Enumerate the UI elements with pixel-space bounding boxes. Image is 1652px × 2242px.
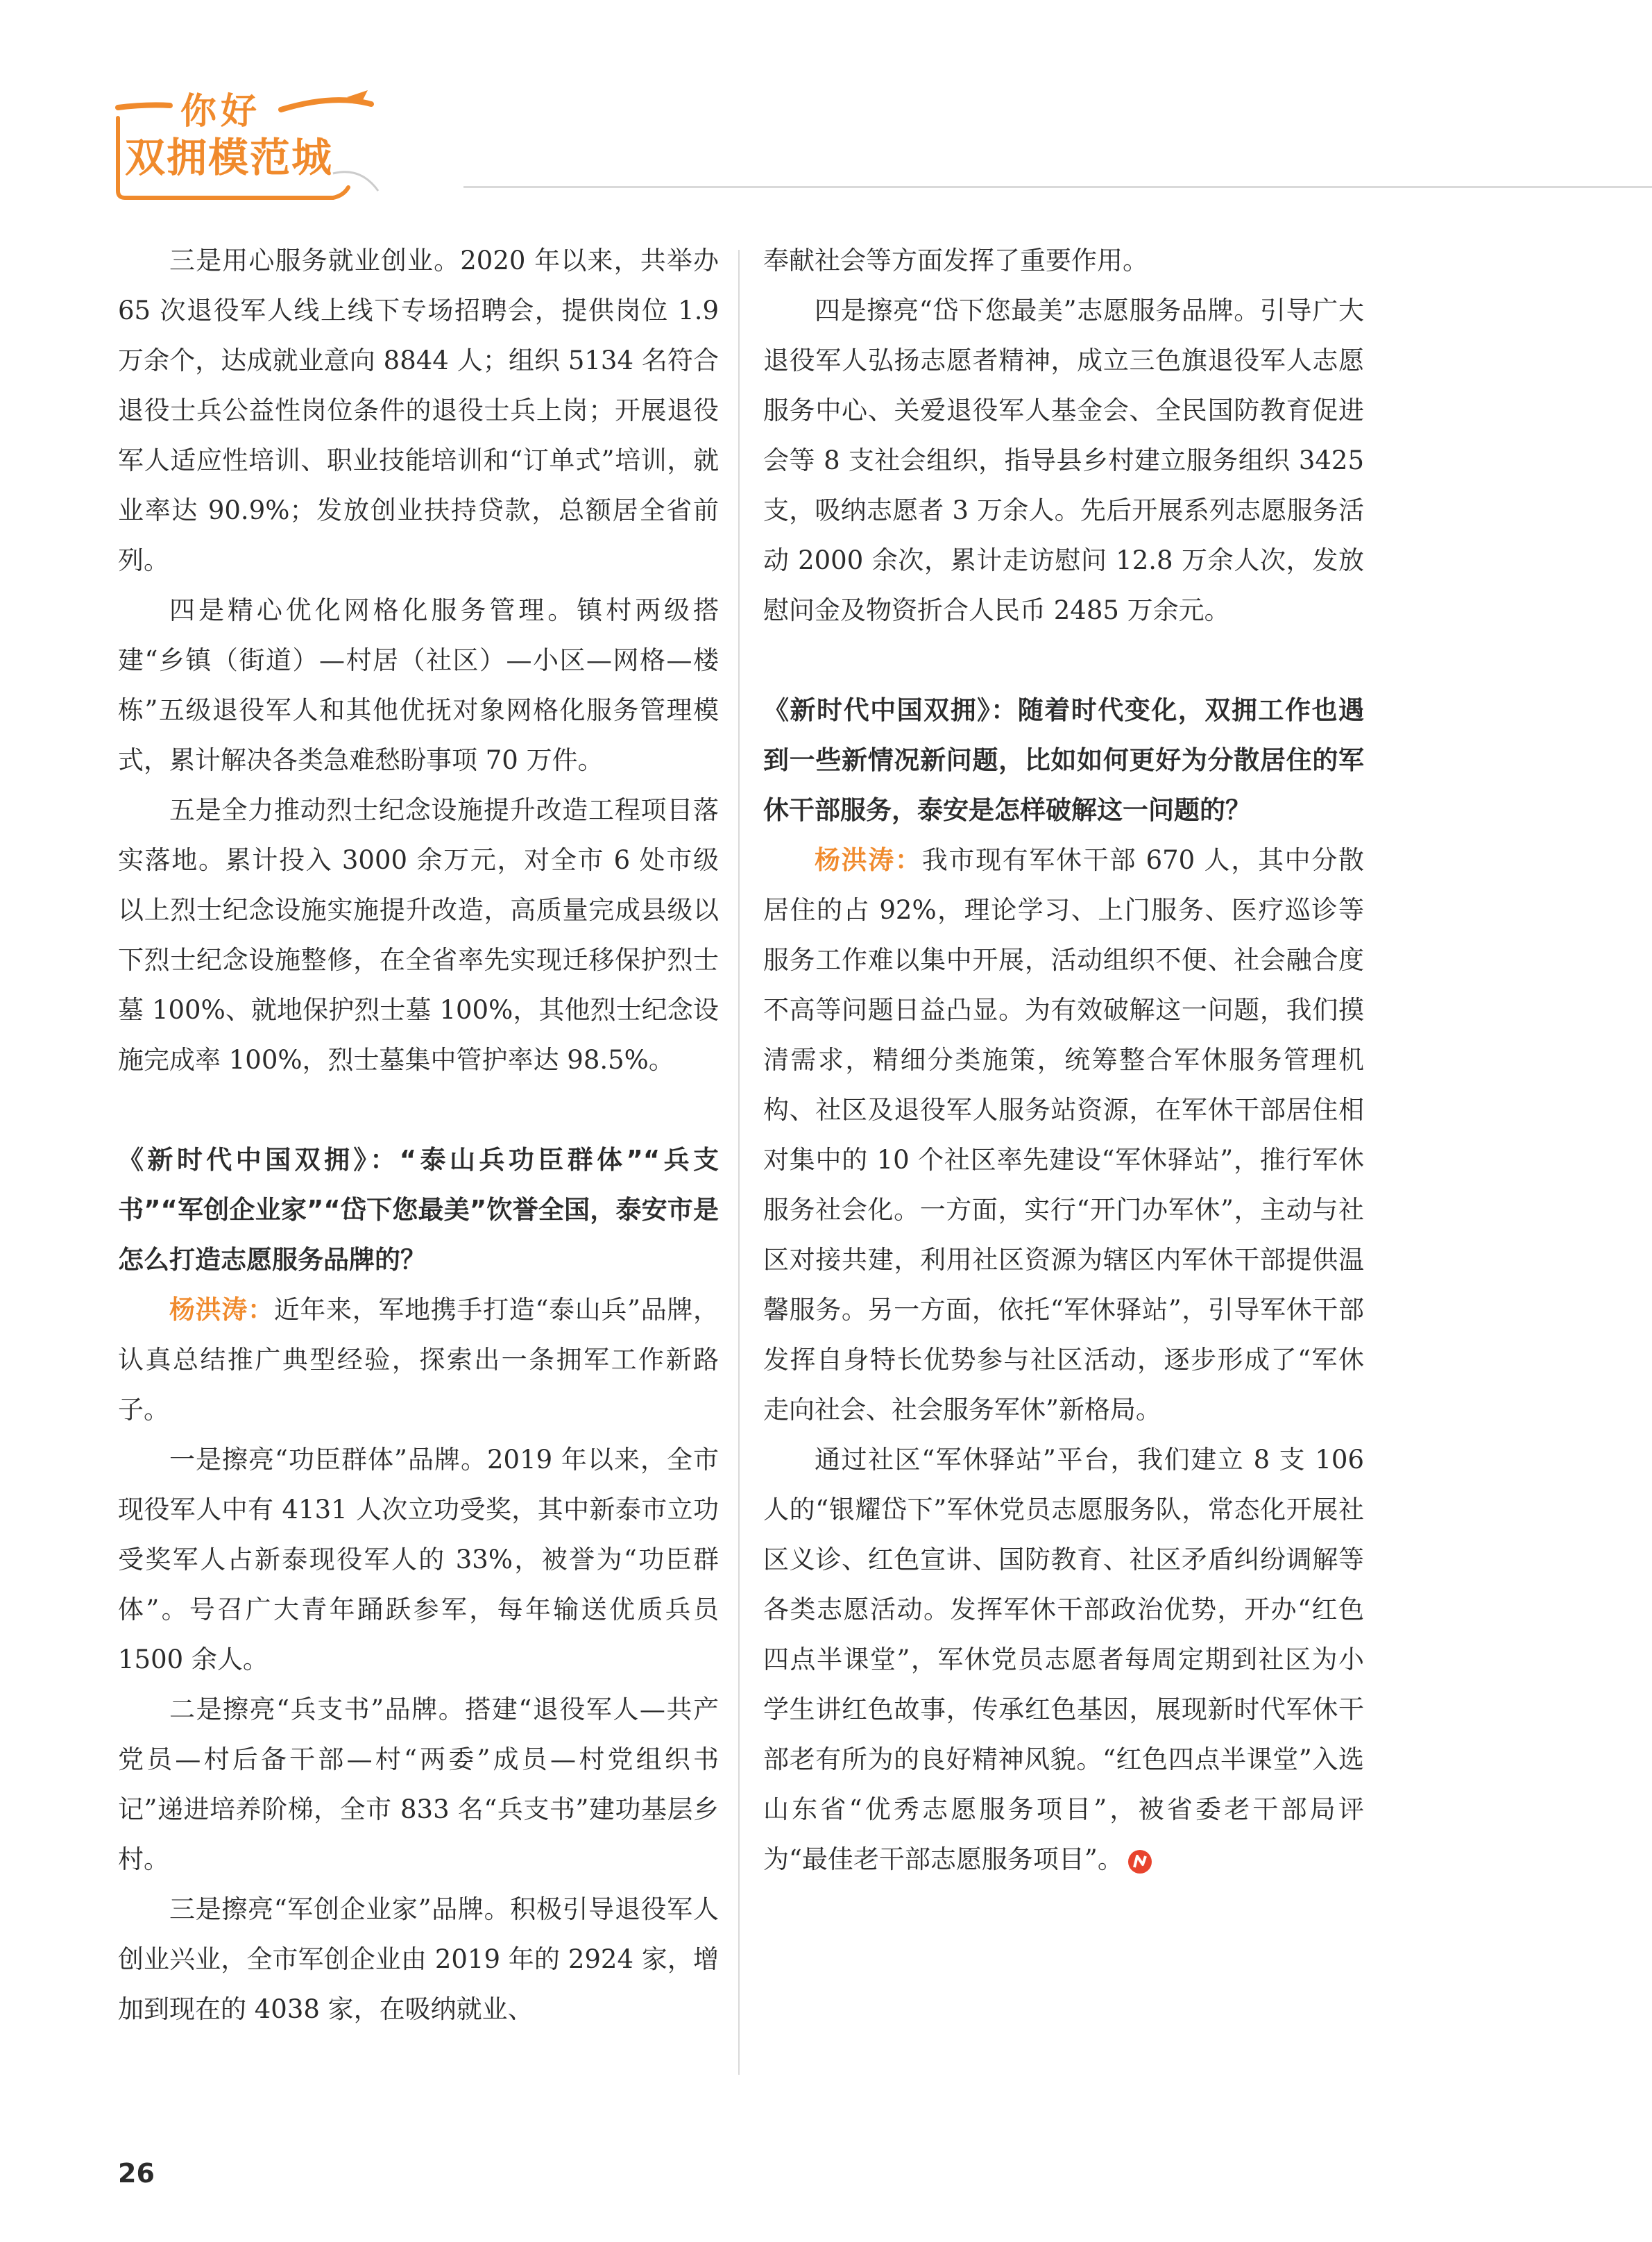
section-logo bbox=[104, 76, 395, 201]
interview-question: 《新时代中国双拥》：“泰山兵功臣群体”“兵支书”“军创企业家”“岱下您最美”饮誉全国，泰安市是怎么打造志愿服务品牌的？ bbox=[118, 1145, 719, 1275]
speaker-label: 杨洪涛： bbox=[815, 845, 922, 875]
paragraph: 一是擦亮“功臣群体”品牌。2019 年以来，全市现役军人中有 4131 人次立功受奖，其中新泰市立功受奖军人占新泰现役军人的 33%，被誉为“功臣群体”。号召广大青年踊跃参军，每年输送优质兵员 1500 余人。 bbox=[118, 1445, 719, 1674]
paragraph: 四是精心优化网格化服务管理。镇村两级搭建“乡镇（街道）—村居（社区）—小区—网格—楼栋”五级退役军人和其他优抚对象网格化服务管理模式，累计解决各类急难愁盼事项 70 万件。 bbox=[118, 595, 719, 775]
paragraph-text: 通过社区“军休驿站”平台，我们建立 8 支 106 人的“银耀岱下”军休党员志愿服务队，常态化开展社区义诊、红色宣讲、国防教育、社区矛盾纠纷调解等各类志愿活动。发挥军休干部政治优势，开办“红色四点半课堂”，军休党员志愿者每周定期到社区为小学生讲红色故事，传承红色基因，展现新时代军休干部老有所为的良好精神风貌。“红色四点半课堂”入选山东省“优秀志愿服务项目”，被省委老干部局评为“最佳老干部志愿服务项目”。 bbox=[763, 1445, 1364, 1874]
header-rule bbox=[463, 186, 1652, 188]
end-mark-icon bbox=[1127, 1849, 1152, 1874]
left-column bbox=[118, 236, 719, 2035]
paragraph: 三是擦亮“军创企业家”品牌。积极引导退役军人创业兴业，全市军创企业由 2019 年的 2924 家，增加到现在的 4038 家，在吸纳就业、 bbox=[118, 1894, 719, 2024]
logo-title-line1: 你好 bbox=[180, 91, 262, 133]
paragraph: 三是用心服务就业创业。2020 年以来，共举办 65 次退役军人线上线下专场招聘会，提供岗位 1.9 万余个，达成就业意向 8844 人；组织 5134 名符合退役士兵公益性岗位条件的退役士兵上岗；开展退役军人适应性培训、职业技能培训和“订单式”培训，就业率达 90.9%；发放创业扶持贷款，总额居全省前列。 bbox=[118, 246, 719, 575]
answer-paragraph bbox=[763, 835, 1364, 1435]
paragraph: 四是擦亮“岱下您最美”志愿服务品牌。引导广大退役军人弘扬志愿者精神，成立三色旗退役军人志愿服务中心、关爱退役军人基金会、全民国防教育促进会等 8 支社会组织，指导县乡村建立服务组织 3425 支，吸纳志愿者 3 万余人。先后开展系列志愿服务活动 2000 余次，累计走访慰问 12.8 万余人次，发放慰问金及物资折合人民币 2485 万余元。 bbox=[763, 296, 1364, 625]
speaker-label: 杨洪涛： bbox=[169, 1295, 274, 1325]
page-number: 26 bbox=[118, 2158, 155, 2189]
answer-text: 我市现有军休干部 670 人，其中分散居住的占 92%，理论学习、上门服务、医疗巡诊等服务工作难以集中开展，活动组织不便、社会融合度不高等问题日益凸显。为有效破解这一问题，我们摸清需求，精细分类施策，统筹整合军休服务管理机构、社区及退役军人服务站资源，在军休干部居住相对集中的 10 个社区率先建设“军休驿站”，推行军休服务社会化。一方面，实行“开门办军休”，主动与社区对接共建，利用社区资源为辖区内军休干部提供温馨服务。另一方面，依托“军休驿站”，引导军休干部发挥自身特长优势参与社区活动，逐步形成了“军休走向社会、社会服务军休”新格局。 bbox=[763, 845, 1365, 1425]
paragraph bbox=[763, 1435, 1364, 1885]
answer-paragraph bbox=[118, 1285, 719, 1435]
interview-question: 《新时代中国双拥》：随着时代变化，双拥工作也遇到一些新情况新问题，比如如何更好为分散居住的军休干部服务，泰安是怎样破解这一问题的？ bbox=[763, 695, 1364, 825]
answer-text: 近年来，军地携手打造“泰山兵”品牌，认真总结推广典型经验，探索出一条拥军工作新路子。 bbox=[118, 1295, 719, 1425]
paragraph: 五是全力推动烈士纪念设施提升改造工程项目落实落地。累计投入 3000 余万元，对全市 6 处市级以上烈士纪念设施实施提升改造，高质量完成县级以下烈士纪念设施整修，在全省率先实现迁移保护烈士墓 100%、就地保护烈士墓 100%，其他烈士纪念设施完成率 100%，烈士墓集中管护率达 98.5%。 bbox=[118, 795, 719, 1075]
paragraph: 奉献社会等方面发挥了重要作用。 bbox=[763, 246, 1148, 275]
logo-title-line2: 双拥模范城 bbox=[125, 134, 334, 181]
paragraph: 二是擦亮“兵支书”品牌。搭建“退役军人—共产党员—村后备干部—村“两委”成员—村党组织书记”递进培养阶梯，全市 833 名“兵支书”建功基层乡村。 bbox=[118, 1695, 719, 1874]
right-column bbox=[763, 236, 1364, 1885]
column-divider bbox=[738, 250, 740, 2075]
